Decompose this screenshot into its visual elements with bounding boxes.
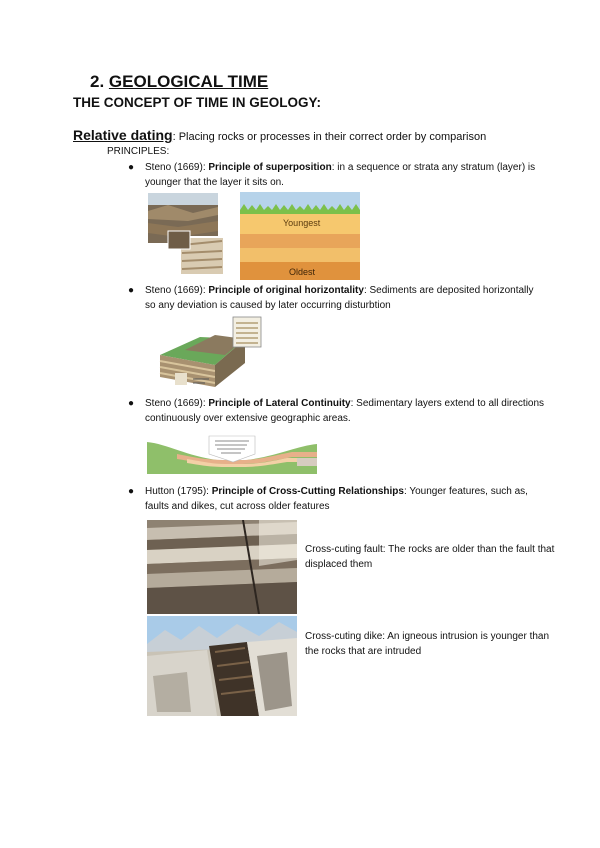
bullet-dot: ●: [128, 285, 135, 296]
cross-cutting-fault-photo: [147, 520, 297, 614]
bullet-text: [145, 160, 545, 190]
dike-caption: Cross-cuting dike: An igneous intrusion is younger than the rocks that are intruded: [305, 631, 550, 657]
horizontality-diagram: [155, 315, 265, 389]
lateral-continuity-diagram: [147, 432, 317, 474]
superposition-photo: [148, 193, 236, 277]
strata-label-bottom: Oldest: [289, 267, 316, 277]
bullet-intro: Steno (1669):: [145, 285, 209, 296]
principle-description: : Sedimentary layers extend to all directions continuously over extensive geographic areas.: [145, 398, 545, 424]
section-title: GEOLOGICAL TIME: [108, 72, 269, 91]
bullet-text: [145, 283, 545, 313]
principle-name: Principle of Lateral Continuity: [208, 398, 351, 409]
subheading: THE CONCEPT OF TIME IN GEOLOGY:: [73, 95, 322, 110]
bullet-intro: Steno (1669):: [145, 162, 209, 173]
principle-name: Principle of Cross-Cutting Relationships: [211, 486, 404, 497]
bullet-dot: ●: [128, 398, 135, 409]
bullet-intro: Steno (1669):: [145, 398, 209, 409]
section-number: 2.: [90, 72, 105, 91]
bullet-text: [145, 484, 545, 514]
principle-description: : Younger features, such as, faults and dikes, cut across older features: [145, 486, 528, 512]
bullet-dot: ●: [128, 162, 135, 173]
principles-label: PRINCIPLES:: [107, 146, 170, 157]
relative-dating-definition: : Placing rocks or processes in their correct order by comparison: [172, 131, 487, 143]
principle-name: Principle of original horizontality: [208, 285, 364, 296]
bullet-dot: ●: [128, 486, 135, 497]
principle-description: : in a sequence or strata any stratum (layer) is younger that the layer it sits on.: [145, 162, 536, 188]
principle-name: Principle of superposition: [208, 162, 332, 173]
cross-cutting-dike-photo: [147, 616, 297, 716]
strata-label-top: Youngest: [283, 218, 321, 228]
bullet-text: [145, 396, 545, 426]
section-heading: [90, 72, 268, 92]
principle-description: : Sediments are deposited horizontally so any deviation is caused by later occurring disturbtion: [145, 285, 534, 311]
relative-dating-paragraph: [73, 127, 486, 143]
relative-dating-term: Relative dating: [73, 127, 173, 143]
fault-caption: Cross-cuting fault: The rocks are older than the fault that displaced them: [305, 544, 555, 570]
bullet-intro: Hutton (1795):: [145, 486, 212, 497]
